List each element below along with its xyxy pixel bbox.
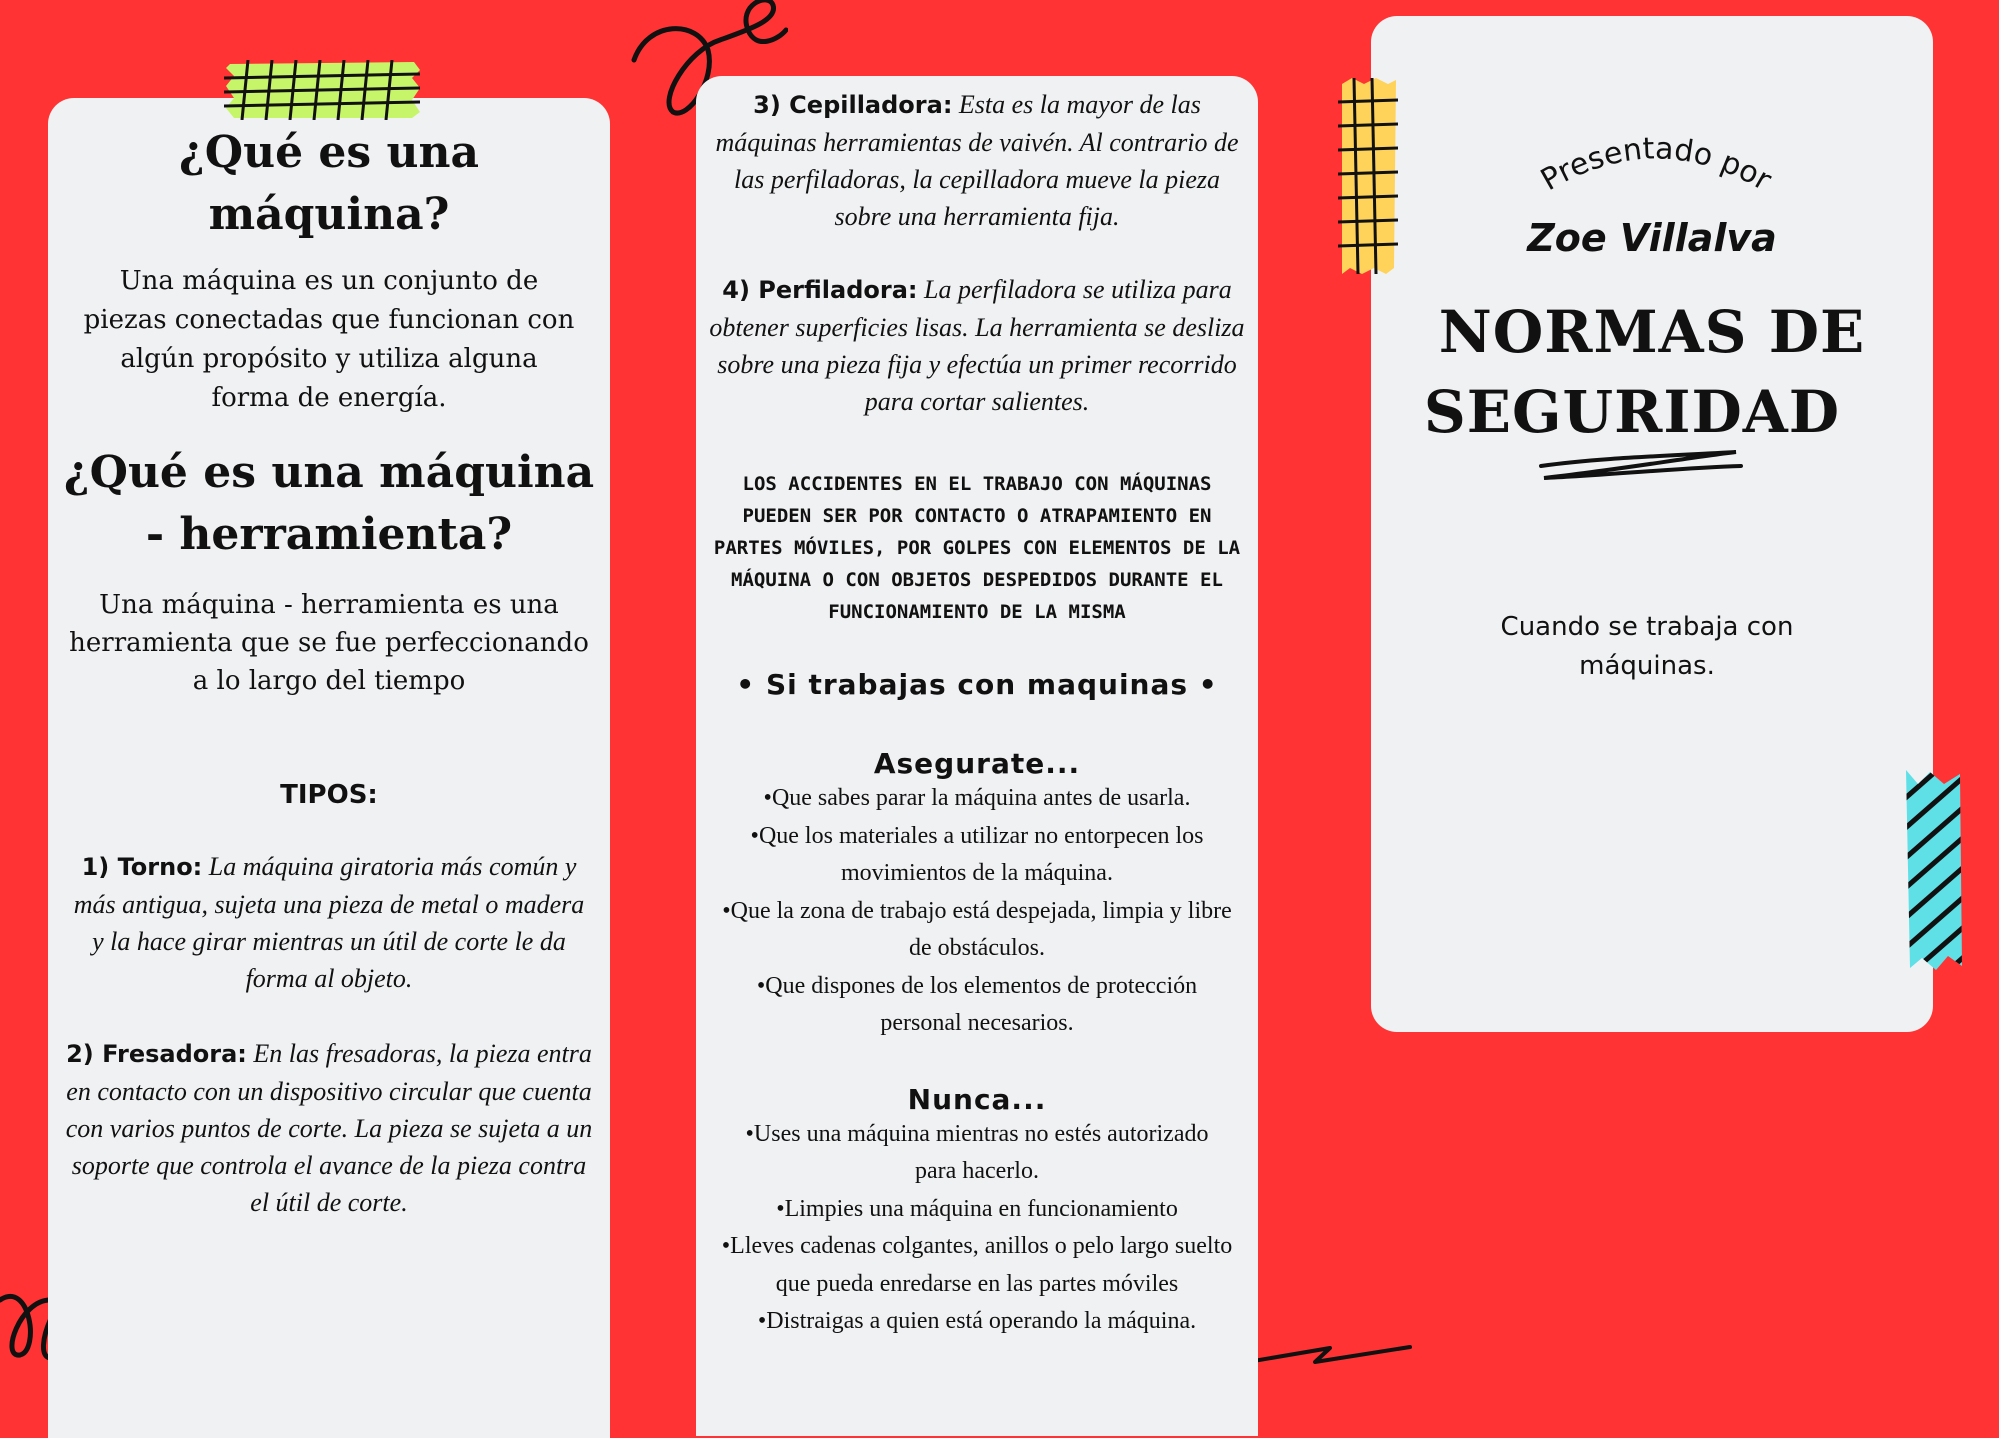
asegurate-heading: Asegurate... <box>873 747 1081 780</box>
washi-tape-green <box>224 60 420 120</box>
cover-panel <box>1371 16 1933 1032</box>
what-is-machine-tool-body: Una máquina - herramienta es una herramienta que se fue perfeccionando a lo largo del tiempo <box>69 590 589 696</box>
list-item: •Que la zona de trabajo está despejada, limpia y libre de obstáculos. <box>722 897 1232 961</box>
author-name: Zoe Villalva <box>1527 216 1777 260</box>
svg-text:Presentado por <box>1535 131 1778 198</box>
cover-subtitle: Cuando se trabaja con máquinas. <box>1500 612 1794 681</box>
torno-label: 1) Torno: <box>81 853 203 881</box>
types-label: TIPOS: <box>280 780 378 810</box>
what-is-machine-tool-title: ¿Qué es una máquina - herramienta? <box>63 447 595 560</box>
what-is-machine-title: ¿Qué es una máquina? <box>179 127 479 240</box>
cover-title-line2: SEGURIDAD <box>1423 378 1841 446</box>
list-item: •Que sabes parar la máquina antes de usarla. <box>763 785 1191 811</box>
title-underline-scribble <box>1536 446 1746 496</box>
cepilladora-label: 3) Cepilladora: <box>753 91 953 119</box>
list-item: •Limpies una máquina en funcionamiento <box>776 1195 1178 1222</box>
presented-by: Presentado por <box>1535 131 1778 199</box>
list-item: •Que dispones de los elementos de protección personal necesarios. <box>756 972 1198 1036</box>
list-item: •Uses una máquina mientras no estés autorizado para hacerlo. <box>745 1120 1209 1184</box>
middle-panel <box>696 76 1258 1436</box>
nunca-heading: Nunca... <box>907 1082 1047 1116</box>
torno-text: La máquina giratoria más común y más antigua, sujeta una pieza de metal o madera y la hace girar mientras un útil de corte le da forma al objeto. <box>73 852 585 993</box>
list-item: •Distraigas a quien está operando la máquina. <box>757 1308 1197 1334</box>
perfiladora-label: 4) Perfiladora: <box>722 276 918 304</box>
nunca-list <box>704 1116 1250 1341</box>
cepilladora-description <box>704 86 1250 235</box>
fresadora-label: 2) Fresadora: <box>66 1040 247 1068</box>
si-trabajas-heading: • Si trabajas con maquinas • <box>736 668 1218 701</box>
cover-title-line1: NORMAS DE <box>1438 298 1866 366</box>
left-panel <box>48 98 610 1438</box>
what-is-machine-body: Una máquina es un conjunto de piezas conectadas que funcionan con algún propósito y utiliza alguna forma de energía. <box>83 266 575 413</box>
asegurate-list <box>704 780 1250 1043</box>
accidents-text: LOS ACCIDENTES EN EL TRABAJO CON MÁQUINAS PUEDEN SER POR CONTACTO O ATRAPAMIENTO EN PARTES MÓVILES, POR GOLPES CON ELEMENTOS DE LA MÁQUINA O CON OBJETOS DESPEDIDOS DURANTE EL FUNCIONAMIENTO DE LA MISMA <box>713 473 1241 623</box>
presented-by-curved-text <box>1521 116 1791 206</box>
torno-description <box>60 848 598 997</box>
list-item: •Que los materiales a utilizar no entorpecen los movimientos de la máquina. <box>750 822 1204 886</box>
fresadora-description <box>60 1035 598 1221</box>
list-item: •Lleves cadenas colgantes, anillos o pelo largo suelto que pueda enredarse en las partes móviles <box>721 1233 1233 1297</box>
cepilladora-text: Esta es la mayor de las máquinas herramientas de vaivén. Al contrario de las perfiladoras, la cepilladora mueve la pieza sobre una herramienta fija. <box>715 90 1239 231</box>
perfiladora-description <box>704 271 1250 420</box>
fresadora-text: En las fresadoras, la pieza entra en contacto con un dispositivo circular que cuenta con varios puntos de corte. La pieza se sujeta a un soporte que controla el avance de la pieza contra el útil de corte. <box>65 1039 593 1217</box>
washi-tape-cyan <box>1904 768 1964 972</box>
perfiladora-text: La perfiladora se utiliza para obtener superficies lisas. La herramienta se desliza sobre una pieza fija y efectúa un primer recorrido para cortar salientes. <box>709 275 1245 416</box>
washi-tape-yellow <box>1338 78 1398 274</box>
